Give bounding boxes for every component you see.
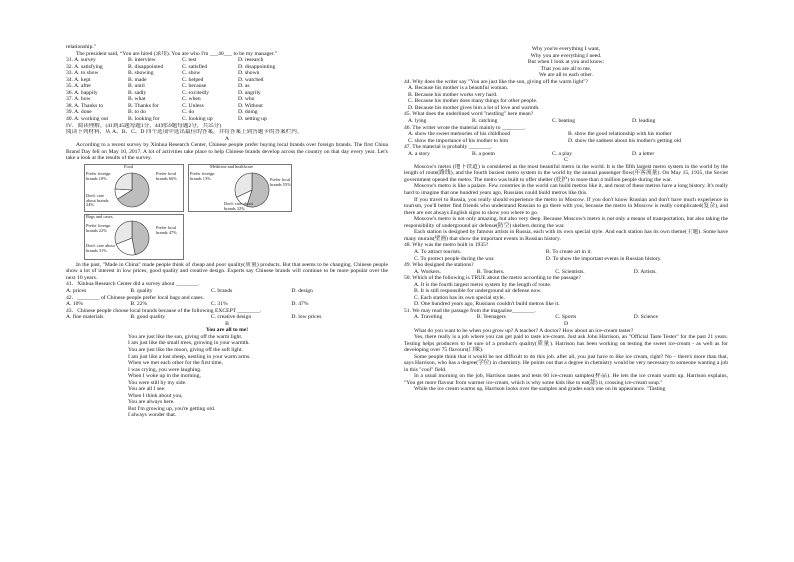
legend-foreign: Prefer foreign brands 22% [86,223,111,233]
cloze-option: B. looking for [128,116,160,123]
question-49: 49. Who designed the stations? [404,262,474,269]
answer-option: B. good quality [130,314,166,321]
answer-option: C. show the importance of his mother to him [408,137,509,144]
answer-option: A. Workers. [414,268,441,275]
cloze-option: 37. A. how [66,96,91,103]
poem-line: But I'm growing up, you're getting old. [128,405,216,412]
answer-option: C. creative design [210,314,252,321]
answer-option: A. prices [66,288,87,295]
answer-option: C. Sports [555,314,577,321]
section-instruction: 阅读下列材料，从 A、B、C、D 四个选项中选出最佳的答案，并将答案上到答题卡的答案栏内。 [66,129,303,136]
cloze-option: D. setting up [238,116,267,123]
poem-line: I am just like the small trees, growing in your warmth. [128,340,250,347]
cloze-option: 33. A. to show [66,70,99,77]
cloze-option: C. helped [182,76,204,83]
pie-chart-food [84,164,184,212]
question-42: 42．________ of Chinese people prefer local bags and cases. [66,294,205,301]
pie-chart-medicine [188,164,292,212]
paragraph: Each station is designed by famous artists in Russia, each with its own special style. And each station has its own theme(主题). Some have many murals(壁画) that show the important events in Russian history. [404,229,728,242]
chart-title: Medicine and healthcare [210,164,254,169]
passage-label: D [563,320,569,327]
poem-line: You are all I see. [128,386,166,393]
answer-option: A. show the sweet memories of his childhood [408,131,511,138]
answer-option: D. Artists. [633,268,657,275]
cloze-option: C. satisfied [182,63,208,70]
passage-label: B [225,320,229,327]
answer-option: D. low prices [291,314,322,321]
passage-label: A [224,135,230,142]
cloze-option: 39. A. done [66,109,92,116]
cloze-option: D. doing [238,109,258,116]
paragraph: In a usual morning on the job, Harrison tastes and tests 60 ice-cream samples(样品). He lets the ice cream warm up. Harrison explains, "You get more flavour from warmer ice-cream, which is why some kids like to eat(舔) it, crossing ice-cream soup." [404,373,728,386]
poem-line: I was crying, you were laughing. [128,366,202,373]
poem-line: I am just like a lost sheep, nestling in your warm arms. [128,353,251,360]
poem-line: When we met each other for the first time, [128,360,223,367]
answer-option: B. 22% [130,301,148,308]
text-line: The president said, “You are hired (录用). You are who I'm ___40___ to be my manager.” [76,50,278,57]
answer-option: C. brands [210,288,233,295]
question-51: 51. We may read the passage from the magazine________. [404,307,536,314]
chart-frame [188,164,292,212]
pie-chart-bags [84,214,184,260]
paragraph: What do you want to be when you grow up? A teacher? A doctor? How about an ice-cream taster? [414,327,634,334]
chart-title: Bags and cases [86,214,113,219]
chart-frame [84,214,184,260]
legend-foreign: Prefer foreign brands 10% [86,171,111,181]
answer-option: D. 47% [291,301,309,308]
paragraph: In the past, "Made in China" made people think of cheap and poor quality(质量) products. But that seems to be changing. Chinese people show a lot of interest in low prices, good quality and creative design. Experts say Chinese brands will continue to be more popular over the next 10 years. [66,261,388,281]
answer-option: D. Science [633,314,659,321]
survey-charts [84,164,388,260]
paragraph: Yes, there really is a job where you can get paid to taste ice-cream. Just ask John Harrison, an "Official Taste Tester" for the past 21 years. Testing helps producers to be sure of a product's quality(质量). Harrison has been working on testing the sweet ice-cream - as well as for developing over 75 flavours(口味). [404,334,728,354]
cloze-option: 31. A. survey [66,57,96,64]
question-48: 48. Why was the metro built in 1935? [404,242,489,249]
answer-option: C. 31% [210,301,228,308]
answer-option: D. a letter [632,150,655,157]
answer-option: B. Teachers. [476,268,505,275]
poem-line: Why you're everything I want, [531,46,601,52]
question-45: 45. What does the underlined word "nestling" here mean? [404,111,534,118]
cloze-option: 32. A. satisfying [66,63,103,70]
cloze-option: C. when [182,96,201,103]
answer-option: C. Scientists. [555,268,585,275]
cloze-option: B. Thanks for [128,102,159,109]
cloze-option: B. until [128,83,145,90]
question-43: 43．Chinese people choose local brands because of the following EXCEPT ________. [66,307,262,314]
cloze-option: D. disappointing [238,63,276,70]
poem-line: You were still by my side. [128,379,187,386]
paragraph: If you travel to Russia, you really should experience the metro in Moscow. If you don't know Russian and don't have much experience in tourism, you'll better find friends who understand Russian to go there with you, because the metro in Moscow is really complicated(复杂), and there are not always English signs to show you where to go. [404,196,728,216]
question-50: 50. Which of the following is TRUE about the metro according to the passage? [404,275,581,282]
legend-local: Prefer local brands 47% [156,225,177,235]
cloze-option: C. do [182,109,195,116]
cloze-option: 40. A. working out [66,116,109,123]
answer-option: A. fine materials [66,314,104,321]
answer-option: C. Each station has its own special style. [414,294,505,301]
paragraph: According to a recent survey by Xinhua Research Center, Chinese people prefer buying local brands over foreign brands. The first China Brand Day fell on May 10, 2017. A lot of activities take place to help Chinese brands develop across the country on that day every year. Let's take a look at the results of the survey. [66,142,388,162]
poem-line: You are just like the moon, giving off the soft light. [128,346,243,353]
answer-option: A. 10% [66,301,84,308]
cloze-option: C. looking up [182,116,213,123]
poem-title: You are all to me! [205,327,249,334]
answer-option: B. show the good relationship with his mother [568,131,672,138]
answer-option: A. To attract tourists. [414,248,462,255]
answer-option: C. a play [552,150,573,157]
legend-local: Prefer local brands 55% [270,177,291,187]
answer-option: D. One hundred years ago, Russians couldn't build metros like it. [414,301,560,308]
cloze-option: D. shown [238,70,260,77]
options-48 [404,249,728,262]
cloze-option: C. Unless [182,102,204,109]
paragraph: Moscow's metro (地下铁道) is considered as the most beautiful metro in the world. It is the fifth largest metro system in the world by the length of route(路线), and the fourth busiest metro system in the world by the annual passenger flow(年客流量). On May 15, 1935, the Soviet government opened the metro. The metro was built to offer shelter (庇护) to more than 4 million people during the war. [404,163,728,183]
answer-option: A. Because his mother is a beautiful woman. [408,85,509,92]
answer-option: D. leading [632,118,656,125]
options-50 [404,282,728,308]
answer-option: D. show the sadness about his mother's getting old [568,137,682,144]
left-column [66,44,388,419]
answer-option: B. quality [130,288,153,295]
cloze-option: D. watched [238,76,264,83]
cloze-option: B. interview [128,57,156,64]
options-42 [66,301,388,308]
cloze-option: B. sadly [128,89,147,96]
poem-line: You are just like the sun, giving off the warm light. [128,333,243,340]
options-41 [66,288,388,295]
answer-option: A. Traveling [414,314,443,321]
cloze-option: D. as [238,83,250,90]
cloze-option: D. Without [238,102,263,109]
cloze-option: B. showing [128,70,154,77]
poem-line: That you are all to me, [540,65,592,72]
answer-option: D. Because his mother gives him a lot of love and warmth. [408,104,540,111]
paragraph: While the ice cream warms up, Harrison looks over the samples and grades each one on its appearance. "Tasting [414,386,666,393]
poem-line: When I woke up in the morning, [128,373,201,380]
cloze-option: B. disappointed [128,63,164,70]
legend-nocare: Don't care about brands 32% [224,201,253,211]
cloze-option: C. test [182,57,197,64]
question-47: 47. The material is probably ________. [404,144,493,151]
poem-line: But when I look at you and know: [527,59,605,66]
poem-end [404,46,728,79]
cloze-options [66,57,388,122]
answer-option: B. To create art in it. [545,248,592,255]
answer-option: A. a story [408,150,430,157]
cloze-option: B. to do [128,109,146,116]
cloze-option: D. who [238,96,255,103]
cloze-option: C. show [182,70,201,77]
answer-option: B. Because his mother works very hard. [408,91,498,98]
question-44: 44. Why does the writer say "You are just like the sun, giving off the warm light"? [404,78,589,85]
poem-line: Why you are everything I need. [530,52,602,59]
answer-option: C. beating [552,118,575,125]
paragraph: Moscow's metro is like a palace. Few countries in the world can build metros like it, and most of these metros have a long history. It's really hard to imagine that one hundred years ago, Russians could build metros like this. [404,183,728,197]
poem [66,334,388,419]
question-46: 46. The writer wrote the material mainly to ________. [404,124,526,131]
poem-line: You are always here. [128,399,175,406]
legend-local: Prefer local brands 66% [156,171,177,181]
poem-line: We are all to each other. [539,72,593,79]
options-43 [66,314,388,321]
answer-option: A. It is the fourth largest metro system by the length of route. [414,281,552,288]
legend-nocare: Don't care about brands 31% [86,243,115,253]
poem-line: When I think about you, [128,392,183,399]
chart-frame [84,164,184,212]
cloze-option: 35. A. after [66,83,92,90]
options-46 [404,131,728,144]
text-line: relationship." [66,44,97,50]
answer-option: C. To protect people during the war. [414,255,495,262]
cloze-option: B. what [128,96,146,103]
answer-option: C. Because his mother does many things for other people. [408,98,538,105]
question-41: 41．Xinhua Research Center did a survey about ________. [66,281,200,288]
options-44 [404,85,728,111]
cloze-option: B. made [128,76,147,83]
answer-option: B. It is still responsible for underground air defense now. [414,288,542,295]
options-51 [404,314,728,321]
cloze-option: C. excitedly [182,89,210,96]
options-45 [404,118,728,125]
answer-option: D. design [291,288,313,295]
paragraph: Moscow's metro is not only amazing, but also very deep. Because Moscow's metro is not only a means of transportation, but also taking the responsibility of underground air defense(防空) shelters during the war. [404,216,728,229]
cloze-option: 36. A. happily [66,89,98,96]
cloze-option: C. because [182,83,207,90]
right-column [404,46,728,393]
chart-title: Food [124,164,134,169]
answer-option: B. Teenagers [476,314,506,321]
answer-option: A. lying [408,118,427,125]
cloze-option: 38. A. Thanks to [66,102,104,109]
answer-option: D. To show the important events in Russian history. [545,255,662,262]
section-heading: IV．阅读理解。(41到45题每题1分，44到59题每题2分，共35分) [66,122,222,129]
poem-line: I always wonder that. [128,412,177,419]
answer-option: B. catching [472,118,498,125]
legend-foreign: Prefer foreign brands 13% [190,171,215,181]
cloze-option: D. research [238,57,264,64]
answer-option: B. a poem [472,150,495,157]
cloze-option: 34. A. kept [66,76,91,83]
cloze-option: D. angrily [238,89,261,96]
legend-nocare: Don't care about brands 24% [86,193,109,208]
paragraph: Some people think that it would be not difficult to do this job. after all, you just have to like ice cream, right? No – there's more than that, says Harrison, who has a degree(学位) in chemistry. He points out that a degree in chemistry would be very necessary to someone wanting a job in this "cool" field. [404,353,728,373]
passage-label: C [564,157,568,164]
